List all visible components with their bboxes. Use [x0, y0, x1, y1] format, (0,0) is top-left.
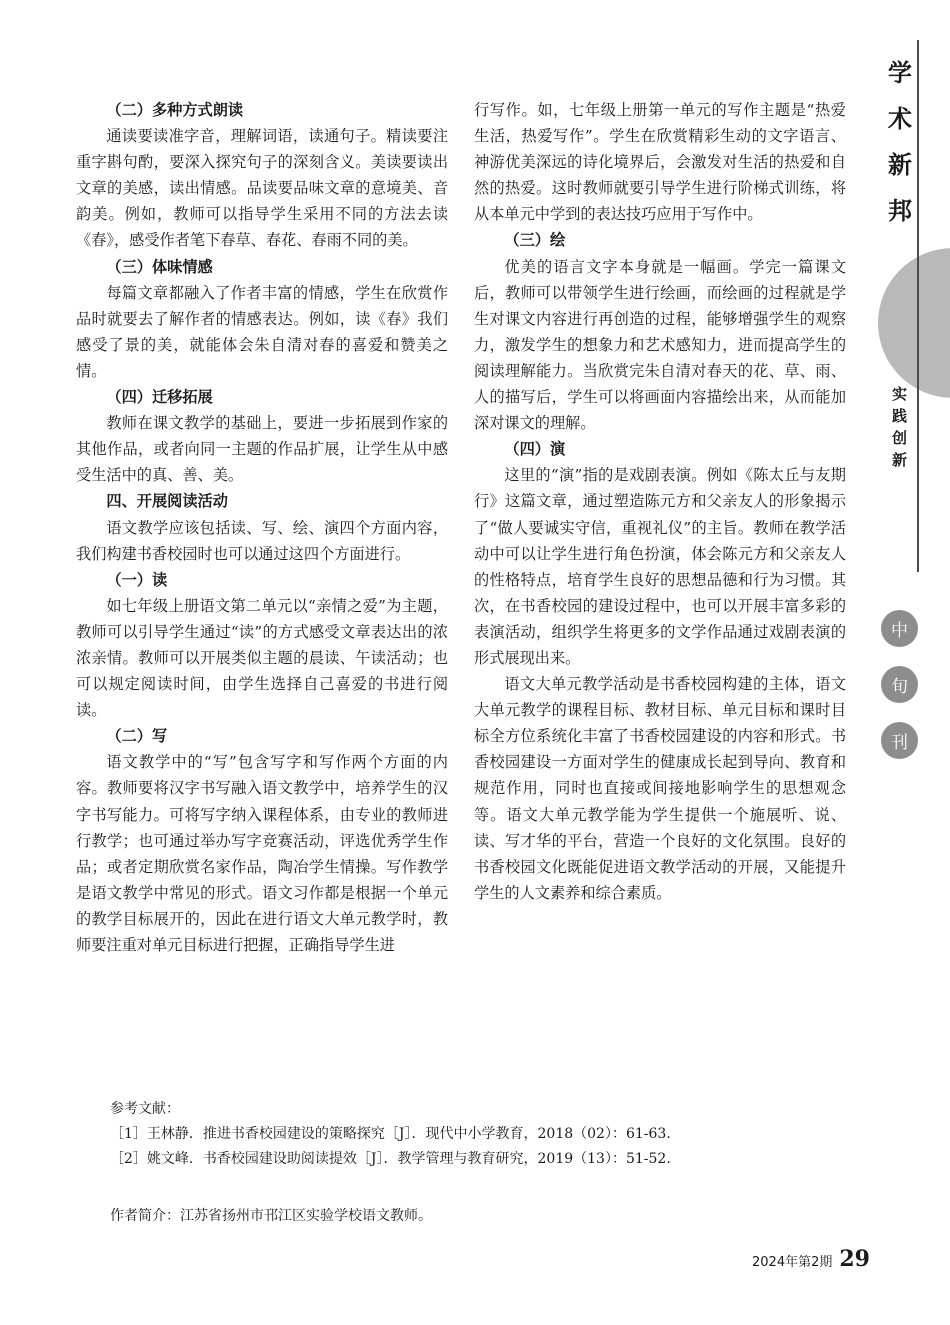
paragraph: 如七年级上册语文第二单元以“亲情之爱”为主题，教师可以引导学生通过“读”的方式感受文章表达出的浓浓亲情。教师可以开展类似主题的晨读、午读活动；也可以规定阅读时间，由学生选择自己喜爱的书进行阅读。 — [76, 596, 448, 720]
section-heading: （四）演 — [504, 440, 566, 459]
issue-label: 2024年第2期 — [752, 1255, 833, 1270]
section-heading: （一）读 — [106, 570, 168, 589]
decorative-circle — [878, 248, 950, 398]
section-char: 创 — [892, 429, 908, 447]
section-char: 实 — [892, 385, 908, 403]
paragraph: 语文大单元教学活动是书香校园构建的主体，语文大单元教学的课程目标、教材目标、单元目标和课时目标全方位系统化丰富了书香校园建设的内容和形式。书香校园建设一方面对学生的健康成长起到导向、教育和规范作用，同时也直接或间接地影响学生的思想观念等。语文大单元教学能为学生提供一个施展听、说、读、写才华的平台，营造一个良好的文化氛围。良好的书香校园文化既能促进语文教学活动的开展，又能提升学生的人文素养和综合素质。 — [474, 675, 846, 902]
paragraph: 行写作。如，七年级上册第一单元的写作主题是“热爱生活，热爱写作”。学生在欣赏精彩生动的文字语言、神游优美深远的诗化境界后，会激发对生活的热爱和自然的热爱。这时教师就要引导学生进行阶梯式训练，将从本单元中学到的表达技巧应用于写作中。 — [474, 101, 846, 224]
publication-badges — [881, 610, 918, 759]
page-number: 29 — [839, 1246, 870, 1272]
right-column — [474, 97, 846, 906]
section-heading: （二）多种方式朗读 — [106, 101, 244, 119]
section-vertical-label — [892, 383, 907, 471]
section-heading: 四、开展阅读活动 — [106, 492, 228, 511]
brand-vertical-title — [883, 50, 917, 234]
section-char: 新 — [892, 451, 908, 469]
section-char: 践 — [892, 407, 908, 425]
paragraph: 教师在课文教学的基础上，要进一步拓展到作家的其他作品，或者向同一主题的作品扩展，让学生从中感受生活中的真、善、美。 — [76, 414, 448, 485]
section-heading: （二）写 — [106, 727, 168, 746]
reference-item-2: ［2］姚文峰．书香校园建设助阅读提效［J］．教学管理与教育研究，2019（13）：51-52. — [110, 1151, 671, 1167]
page-footer — [752, 1246, 870, 1272]
paragraph: 通读要读准字音，理解词语，读通句子。精读要注重字斟句酌，要深入探究句子的深刻含义。美读要读出文章的美感，读出情感。品读要品味文章的意境美、音韵美。例如，教师可以指导学生采用不同的方法去读《春》，感受作者笔下春草、春花、春雨不同的美。 — [76, 127, 448, 250]
sidebar-divider-line — [917, 40, 919, 572]
paragraph: 每篇文章都融入了作者丰富的情感，学生在欣赏作品时就要去了解作者的情感表达。例如，读《春》我们感受了景的美，就能体会朱自清对春的喜爱和赞美之情。 — [76, 283, 448, 380]
publication-badge: 旬 — [881, 666, 918, 703]
brand-char: 术 — [888, 105, 912, 133]
section-heading: （四）迁移拓展 — [106, 388, 213, 407]
publication-badge: 中 — [881, 610, 918, 647]
section-heading: （三）体味情感 — [106, 257, 213, 276]
paragraph: 优美的语言文字本身就是一幅画。学完一篇课文后，教师可以带领学生进行绘画，而绘画的过程就是学生对课文内容进行再创造的过程，能够增强学生的观察力，激发学生的想象力和艺术感知力，进而提高学生的阅读理解能力。当欣赏完朱自清对春天的花、草、雨、人的描写后，学生可以将画面内容描绘出来，从而能加深对课文的理解。 — [474, 257, 846, 433]
paragraph: 语文教学应该包括读、写、绘、演四个方面内容，我们构建书香校园时也可以通过这四个方面进行。 — [76, 518, 448, 563]
paragraph: 语文教学中的“写”包含写字和写作两个方面的内容。教师要将汉字书写融入语文教学中，培养学生的汉字书写能力。可将写字纳入课程体系，由专业的教师进行教学；也可通过举办写字竞赛活动，评选优秀学生作品；或者定期欣赏名家作品，陶冶学生情操。写作教学是语文教学中常见的形式。语文习作都是根据一个单元的教学目标展开的，因此在进行语文大单元教学时，教师要注重对单元目标进行把握，正确指导学生进 — [76, 753, 448, 954]
brand-char: 邦 — [888, 197, 912, 225]
left-column — [76, 97, 448, 958]
brand-char: 新 — [888, 151, 912, 179]
references-heading: 参考文献： — [110, 1101, 180, 1117]
section-heading: （三）绘 — [504, 231, 566, 250]
references — [110, 1097, 850, 1172]
publication-badge: 刊 — [881, 722, 918, 759]
paragraph: 这里的“演”指的是戏剧表演。例如《陈太丘与友期行》这篇文章，通过塑造陈元方和父亲友人的形象揭示了“做人要诚实守信，重视礼仪”的主旨。教师在教学活动中可以让学生进行角色扮演，体会陈元方和父亲友人的性格特点，培育学生良好的思想品德和行为习惯。其次，在书香校园的建设过程中，也可以开展丰富多彩的表演活动，组织学生将更多的文学作品通过戏剧表演的形式展现出来。 — [474, 466, 846, 667]
reference-item-1: ［1］王林静．推进书香校园建设的策略探究［J］．现代中小学教育，2018（02）：61-63. — [110, 1126, 671, 1142]
brand-char: 学 — [888, 59, 912, 87]
author-note: 作者简介：江苏省扬州市邗江区实验学校语文教师。 — [110, 1208, 432, 1224]
